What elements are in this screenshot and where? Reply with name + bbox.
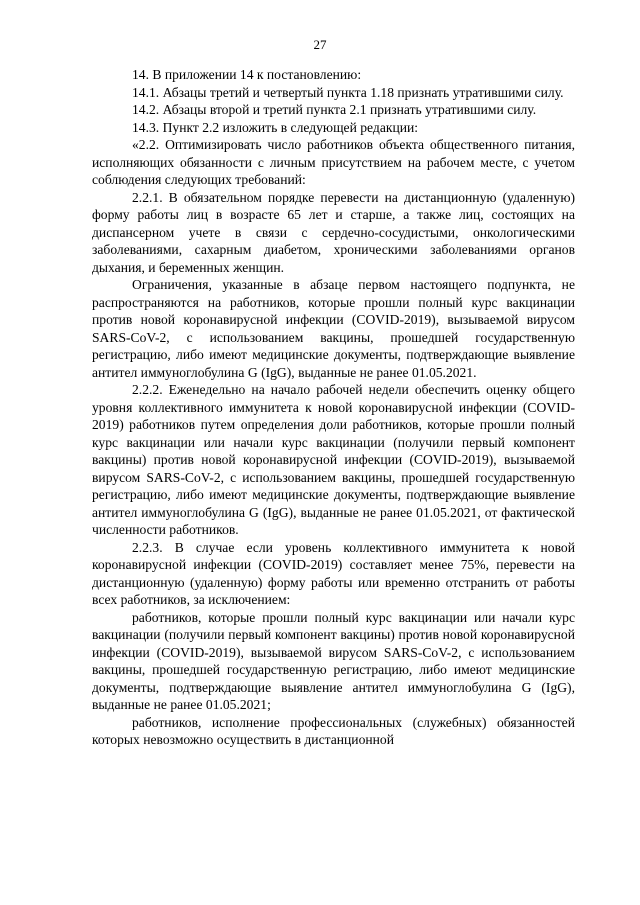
paragraph-2-2-1: 2.2.1. В обязательном порядке перевести на дистанционную (удаленную) форму работы лиц в возрасте 65 лет и старше, а также лиц, состоящих на диспансерном учете в связи с сердечно-сосудистыми, онкологическими заболеваниями, сахарным диабетом, хроническими заболеваниями органов дыхания, и беременных женщин. <box>92 189 575 275</box>
paragraph-14-3: 14.3. Пункт 2.2 изложить в следующей редакции: <box>132 119 419 135</box>
paragraph-restrictions: Ограничения, указанные в абзаце первом настоящего подпункта, не распространяются на работников, которые прошли полный курс вакцинации против новой коронавирусной инфекции (COVID-2019), вызываемой вирусом SARS-CoV-2, с использованием вакцины, прошедшей государственную регистрацию, либо имеют медицинские документы, подтверждающие выявление антител иммуноглобулина G (IgG), выданные не ранее 01.05.2021. <box>92 277 575 380</box>
paragraph-14-2: 14.2. Абзацы второй и третий пункта 2.1 признать утратившими силу. <box>132 102 537 117</box>
paragraph-exception-vaccinated: работников, которые прошли полный курс вакцинации или начали курс вакцинации (получили первый компонент вакцины) против новой коронавирусной инфекции (COVID-2019), вызываемой вирусом SARS-CoV-2, с использованием вакцины, прошедшей государственную регистрацию, либо имеют медицинские документы, подтверждающие выявление антител иммуноглобулина G (IgG), выданные не ранее 01.05.2021; <box>92 609 575 712</box>
paragraph-14: 14. В приложении 14 к постановлению: <box>132 67 362 82</box>
page-number: 27 <box>313 37 327 52</box>
paragraph-2-2: «2.2. Оптимизировать число работников объекта общественного питания, исполняющих обязанности с личным присутствием на рабочем месте, с учетом соблюдения следующих требований: <box>92 137 575 187</box>
paragraph-2-2-2: 2.2.2. Еженедельно на начало рабочей недели обеспечить оценку общего уровня коллективного иммунитета к новой коронавирусной инфекции (COVID-2019) работников путем определения доли работников, которые прошли полный курс вакцинации или начали курс вакцинации (получили первый компонент вакцины) против новой коронавирусной инфекции (COVID-2019), вызываемой вирусом SARS-CoV-2, с использованием вакцины, прошедшей государственную регистрацию, либо имеют медицинские документы, подтверждающие выявление антител иммуноглобулина G (IgG), выданные не ранее 01.05.2021, от фактической численности работников. <box>92 382 575 537</box>
document-body <box>92 66 575 749</box>
paragraph-14-1: 14.1. Абзацы третий и четвертый пункта 1.18 признать утратившими силу. <box>132 84 564 100</box>
paragraph-exception-onsite: работников, исполнение профессиональных (служебных) обязанностей которых невозможно осуществить в дистанционной <box>92 714 575 747</box>
paragraph-2-2-3: 2.2.3. В случае если уровень коллективного иммунитета к новой коронавирусной инфекции (COVID-2019) составляет менее 75%, перевести на дистанционную (удаленную) форму работы или временно отстранить от работы всех работников, за исключением: <box>92 539 575 607</box>
